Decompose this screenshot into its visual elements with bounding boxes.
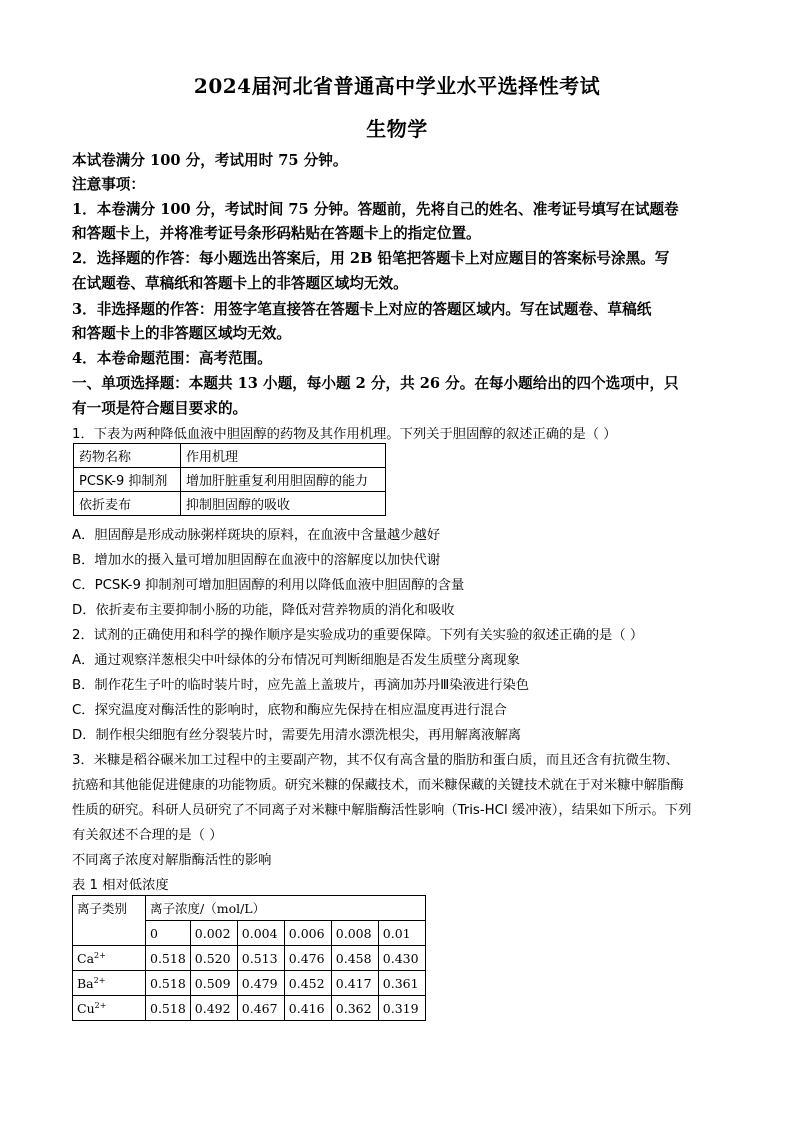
section-heading-line-2: 有一项是符合题目要求的。 — [72, 400, 248, 417]
table-header-cell: 作用机理 — [181, 444, 386, 468]
table-header-cell: 离子类别 — [73, 896, 146, 946]
table-cell: 0.458 — [331, 946, 378, 971]
ion-charge: 2+ — [94, 1000, 107, 1010]
q1-option-c: C．PCSK-9 抑制剂可增加胆固醇的利用以降低血液中胆固醇的含量 — [72, 578, 465, 593]
exam-intro: 本试卷满分 100 分，考试用时 75 分钟。 — [72, 152, 348, 169]
q3-ion-table — [72, 895, 426, 1021]
table-cell: 0.479 — [237, 971, 284, 996]
table-cell: 0.430 — [378, 946, 425, 971]
table-header-cell: 0.002 — [190, 921, 237, 946]
table-header-cell: 0.004 — [237, 921, 284, 946]
q2-option-c: C．探究温度对酶活性的影响时，底物和酶应先保持在相应温度再进行混合 — [72, 703, 507, 718]
table-cell: 0.452 — [284, 971, 331, 996]
table-cell: 0.467 — [237, 996, 284, 1021]
q3-stem-line-4: 有关叙述不合理的是（ ） — [72, 828, 223, 843]
q1-option-d: D．依折麦布主要抑制小肠的功能，降低对营养物质的消化和吸收 — [72, 603, 455, 618]
table-cell — [73, 971, 146, 996]
table-cell: 依折麦布 — [74, 492, 181, 516]
notice-item-3-line-1: 3．非选择题的作答：用签字笔直接答在答题卡上对应的答题区域内。写在试题卷、草稿纸 — [72, 301, 652, 318]
table-cell: 0.518 — [146, 946, 191, 971]
q3-stem-line-3: 性质的研究。科研人员研究了不同离子对米糠中解脂酶活性影响（Tris-HCl 缓冲液），结果如下所示。下列 — [72, 803, 692, 818]
q1-drug-table — [73, 443, 386, 516]
table-cell: 0.492 — [190, 996, 237, 1021]
table-cell: 抑制胆固醇的吸收 — [181, 492, 386, 516]
notice-item-1-line-2: 和答题卡上，并将准考证号条形码粘贴在答题卡上的指定位置。 — [72, 225, 481, 242]
q3-table-caption: 表 1 相对低浓度 — [72, 878, 169, 893]
subject-title: 生物学 — [366, 117, 428, 141]
table-header-cell: 离子浓度/（mol/L） — [146, 896, 426, 921]
exam-title: 2024届河北省普通高中学业水平选择性考试 — [193, 74, 601, 98]
table-cell: 0.416 — [284, 996, 331, 1021]
notice-item-1-line-1: 1．本卷满分 100 分，考试时间 75 分钟。答题前，先将自己的姓名、准考证号填写在试题卷 — [72, 201, 679, 218]
ion-symbol: Ba — [77, 975, 94, 991]
table-cell: 0.520 — [190, 946, 237, 971]
ion-symbol: Cu — [77, 1000, 95, 1016]
ion-charge: 2+ — [94, 950, 106, 960]
notice-heading: 注意事项： — [72, 176, 145, 193]
table-cell — [73, 996, 146, 1021]
table-row — [74, 468, 386, 492]
notice-item-4: 4．本卷命题范围：高考范围。 — [72, 350, 272, 367]
q2-option-b: B．制作花生子叶的临时装片时，应先盖上盖玻片，再滴加苏丹Ⅲ染液进行染色 — [72, 678, 530, 693]
table-header-cell: 0.006 — [284, 921, 331, 946]
ion-symbol: Ca — [77, 950, 95, 966]
q2-option-a: A．通过观察洋葱根尖中叶绿体的分布情况可判断细胞是否发生质壁分离现象 — [72, 653, 520, 668]
q3-table-title: 不同离子浓度对解脂酶活性的影响 — [72, 853, 272, 868]
table-cell: 0.518 — [146, 996, 191, 1021]
section-heading-line-1: 一、单项选择题：本题共 13 小题，每小题 2 分，共 26 分。在每小题给出的四个选项中，只 — [72, 375, 679, 392]
table-row — [74, 492, 386, 516]
table-header-cell: 0.008 — [331, 921, 378, 946]
table-cell: 0.476 — [284, 946, 331, 971]
notice-item-3-line-2: 和答题卡上的非答题区域均无效。 — [72, 325, 291, 342]
table-cell: 0.509 — [190, 971, 237, 996]
notice-item-2-line-2: 在试题卷、草稿纸和答题卡上的非答题区域均无效。 — [72, 275, 408, 292]
table-row — [73, 996, 426, 1021]
table-cell: 0.518 — [146, 971, 191, 996]
table-cell: 0.513 — [237, 946, 284, 971]
q2-stem: 2．试剂的正确使用和科学的操作顺序是实验成功的重要保障。下列有关实验的叙述正确的是（ ） — [72, 628, 644, 643]
table-row — [73, 971, 426, 996]
q3-stem-line-2: 抗癌和其他能促进健康的功能物质。研究米糠的保藏技术，而米糠保藏的关键技术就在于对米糠中解脂酶 — [72, 778, 684, 793]
q1-option-a: A．胆固醇是形成动脉粥样斑块的原料，在血液中含量越少越好 — [72, 528, 441, 543]
q1-stem: 1．下表为两种降低血液中胆固醇的药物及其作用机理。下列关于胆固醇的叙述正确的是（ ） — [72, 427, 617, 442]
notice-item-2-line-1: 2．选择题的作答：每小题选出答案后，用 2B 铅笔把答题卡上对应题目的答案标号涂黑。写 — [72, 250, 670, 267]
table-cell: 0.319 — [378, 996, 425, 1021]
table-cell — [73, 946, 146, 971]
q3-stem-line-1: 3．米糠是稻谷碾米加工过程中的主要副产物，其不仅有高含量的脂肪和蛋白质，而且还含有抗微生物、 — [72, 753, 679, 768]
table-header-row — [74, 444, 386, 468]
table-cell: PCSK-9 抑制剂 — [74, 468, 181, 492]
table-cell: 0.362 — [331, 996, 378, 1021]
table-cell: 0.417 — [331, 971, 378, 996]
table-header-cell: 药物名称 — [74, 444, 181, 468]
table-cell: 增加肝脏重复利用胆固醇的能力 — [181, 468, 386, 492]
table-header-cell: 0 — [146, 921, 191, 946]
q2-option-d: D．制作根尖细胞有丝分裂装片时，需要先用清水漂洗根尖，再用解离液解离 — [72, 728, 522, 743]
table-header-cell: 0.01 — [378, 921, 425, 946]
table-header-row — [73, 896, 426, 921]
table-row — [73, 946, 426, 971]
table-cell: 0.361 — [378, 971, 425, 996]
q1-option-b: B．增加水的摄入量可增加胆固醇在血液中的溶解度以加快代谢 — [72, 553, 441, 568]
ion-charge: 2+ — [93, 975, 106, 985]
